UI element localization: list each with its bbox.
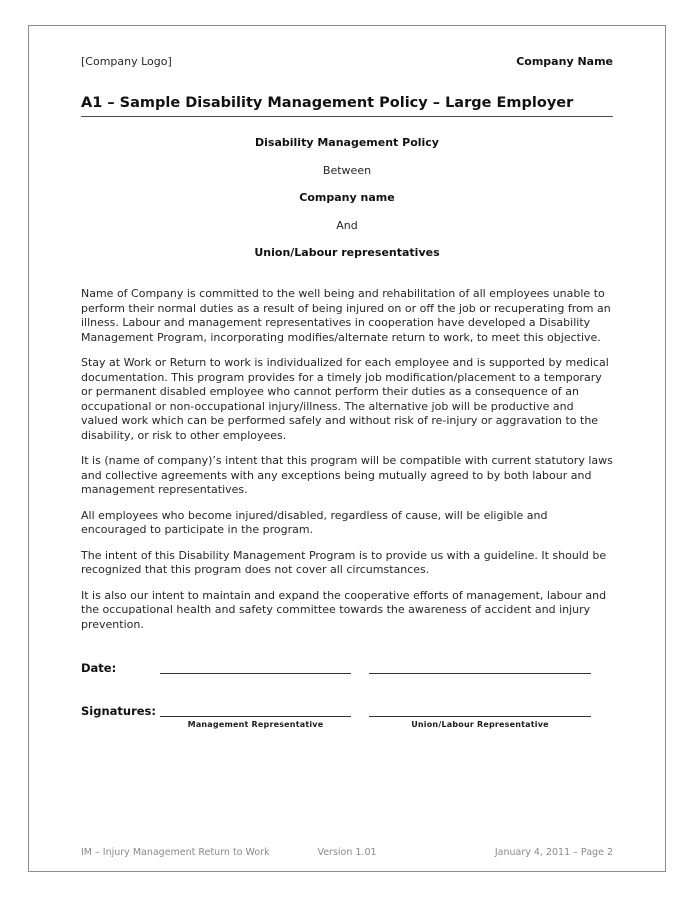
signatures-label: Signatures:: [81, 704, 157, 718]
policy-company-line: Company name: [299, 191, 395, 204]
company-name: Company Name: [516, 55, 613, 68]
policy-paragraph-5: The intent of this Disability Management Program is to provide us with a guideline. It should be recognized that this program does not cover all circumstances.: [81, 548, 607, 576]
date-label: Date:: [81, 661, 117, 675]
date-blank-line-left: [160, 673, 351, 674]
policy-paragraph-2: Stay at Work or Return to work is individualized for each employee and is supported by medical documentation. This program provides for a timely job modification/placement to a temporary or permanent disabled employee who cannot perform their duties as a consequence of an occupational or non-occupational injury/illness. The alternative job will be productive and valued work which can be performed safely and without risk of re-injury or aggravation to the disability, or risk to other employees.: [81, 356, 609, 442]
signature-blank-line-left: [160, 716, 351, 717]
policy-body: [81, 287, 613, 632]
signature-blank-line-right: [369, 716, 591, 717]
policy-heading-block: [81, 136, 613, 260]
document-page: [28, 25, 666, 872]
policy-between-label: Between: [322, 163, 372, 177]
policy-paragraph-6: It is also our intent to maintain and expand the cooperative efforts of management, labour and the occupational health and safety committee towards the awareness of accident and injury prevention.: [81, 588, 607, 631]
company-logo-placeholder: [Company Logo]: [81, 55, 172, 68]
policy-paragraph-3: It is (name of company)’s intent that this program will be compatible with current statutory laws and collective agreements with any exceptions being mutually agreed to by both labour and management representatives.: [81, 454, 613, 496]
footer-version: Version 1.01: [317, 847, 377, 858]
policy-and-label: And: [336, 218, 358, 232]
signature-captions: [81, 720, 613, 732]
union-labour-representative-caption: Union/Labour Representative: [411, 720, 549, 729]
date-blank-line-right: [369, 673, 591, 674]
document-footer: [29, 847, 665, 858]
page-title: A1 – Sample Disability Management Policy – Large Employer: [81, 94, 613, 117]
policy-paragraph-1: Name of Company is committed to the well being and rehabilitation of all employees unable to perform their normal duties as a result of being injured on or off the job or recuperating from an illness. Labour and management representatives in cooperation have developed a Disability Management Program, incorporating modifies/alternate return to work, to meet this objective.: [81, 287, 611, 344]
date-row: [81, 660, 613, 676]
footer-date-page: January 4, 2011 – Page 2: [494, 847, 613, 858]
management-representative-caption: Management Representative: [187, 720, 324, 729]
signatures-row: [81, 703, 613, 719]
policy-union-line: Union/Labour representatives: [254, 246, 440, 259]
footer-document-name: IM – Injury Management Return to Work: [81, 847, 270, 858]
policy-paragraph-4: All employees who become injured/disabled, regardless of cause, will be eligible and encouraged to participate in the program.: [81, 508, 548, 536]
policy-heading: Disability Management Policy: [255, 136, 439, 149]
document-header: [81, 55, 613, 69]
